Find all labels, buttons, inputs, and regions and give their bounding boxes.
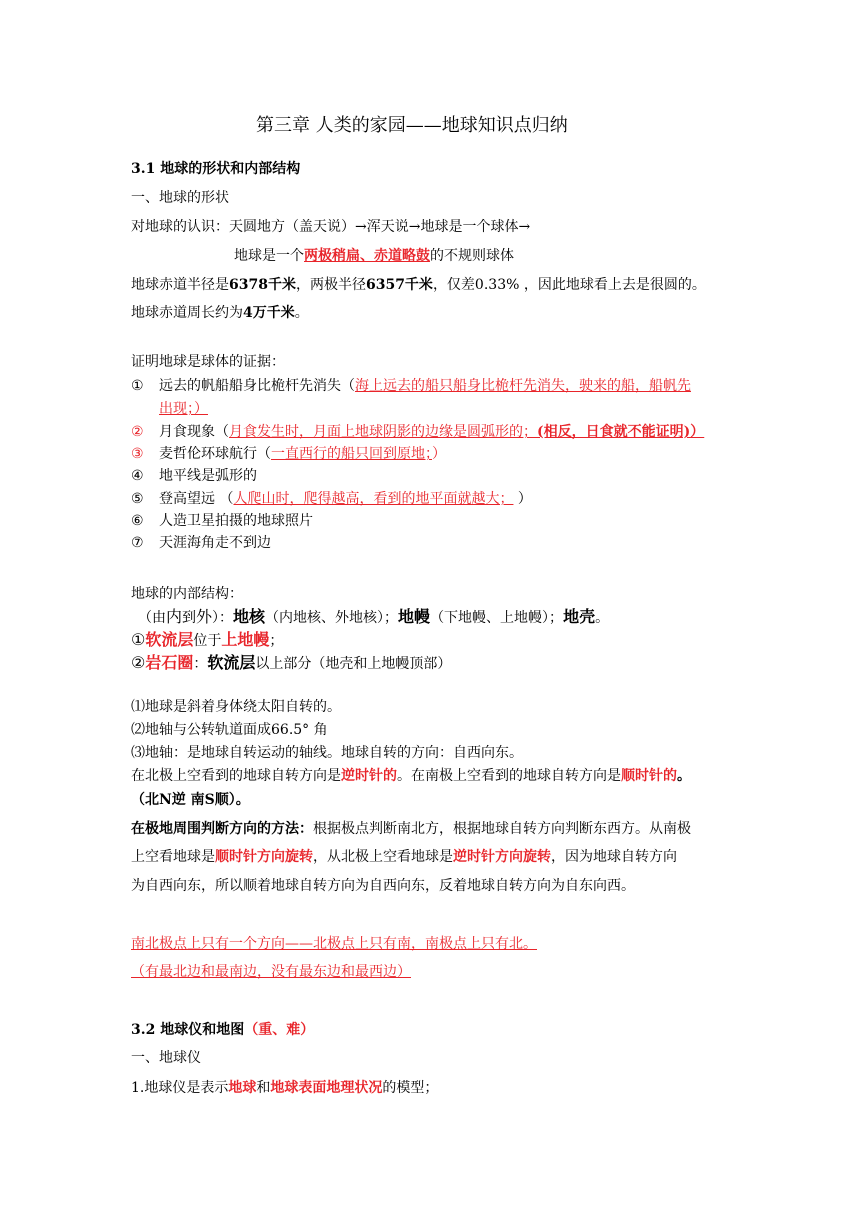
pole-direction-line	[131, 766, 691, 786]
proof-note: 人爬山时，爬得越高，看到的地平面就越大；	[233, 491, 514, 507]
cognition-line: 对地球的认识：天圆地方（盖天说）→浑天说→地球是一个球体→	[131, 219, 531, 235]
radius-text: 地球赤道半径是	[131, 277, 229, 293]
soft-text: 位于	[193, 633, 222, 649]
proof-item-6	[131, 511, 313, 531]
ns-mnemonic: （北N逆 南S顺）。	[131, 792, 250, 808]
equator-radius: 6378千米	[229, 277, 296, 293]
counterclockwise-rotation: 逆时针方向旋转	[453, 849, 551, 865]
globe-text: 和	[256, 1080, 271, 1096]
proof-number: ③	[131, 446, 144, 462]
rock-text: 以上部分（地壳和上地幔顶部）	[255, 656, 452, 672]
inner-structure-line	[138, 607, 609, 628]
proof-text: 天涯海角走不到边	[159, 535, 271, 551]
inner-text: 内	[166, 607, 183, 626]
rotation-point-1: ⑴地球是斜着身体绕太阳自转的。	[131, 699, 341, 715]
proof-note-bold: (相反，日食就不能证明)）	[537, 424, 705, 440]
proof-text: 月食现象（	[159, 424, 229, 440]
upper-mantle-label: 上地幔	[221, 630, 270, 649]
radius-text: ，仅差0.33% ，因此地球看上去是很圆的。	[432, 277, 706, 293]
inner-text: （由	[138, 610, 166, 626]
inner-text: 到	[182, 610, 197, 626]
clockwise: 顺时针的	[621, 768, 677, 784]
inner-text: 外	[196, 607, 213, 626]
core-label: 地核	[233, 607, 266, 626]
shape-text-end: 的不规则球体	[430, 248, 514, 264]
method-text: 根据极点判断南北方，根据地球自转方向判断东西方。从南极	[313, 821, 691, 837]
rotation-point-3: ⑶地轴：是地球自转运动的轴线。地球自转的方向：自西向东。	[131, 745, 523, 761]
method-line-3: 为自西向东，所以顺着地球自转方向为自西向东，反着地球自转方向为自东向西。	[131, 878, 635, 894]
section-title: 3.2 地球仪和地图	[131, 1022, 245, 1038]
proof-item-7	[131, 533, 271, 553]
circumference-text: 。	[294, 305, 309, 321]
section-heading-3-1: 3.1 地球的形状和内部结构	[131, 161, 301, 177]
globe-term-earth: 地球	[228, 1080, 257, 1096]
direction-text: 。	[677, 768, 691, 784]
circumference-value: 4万千米	[243, 305, 295, 321]
inner-text: （内地核、外地核）；	[265, 610, 399, 626]
inner-text: （下地幔、上地幔）；	[430, 610, 564, 626]
direction-text: 。在南极上空看到的地球自转方向是	[397, 768, 621, 784]
rotation-point-2: ⑵地轴与公转轨道面成66.5° 角	[131, 722, 328, 738]
subheading-globe: 一、地球仪	[131, 1050, 201, 1066]
proof-text: 登高望远 （	[159, 491, 234, 507]
proof-item-5	[131, 489, 532, 509]
polar-radius: 6357千米	[365, 277, 433, 293]
globe-definition	[131, 1078, 438, 1098]
pole-note-1: 南北极点上只有一个方向——北极点上只有南，南极点上只有北。	[131, 936, 537, 952]
proof-number: ⑦	[131, 535, 144, 551]
rock-text: ：	[193, 656, 208, 672]
inner-structure-title: 地球的内部结构：	[131, 586, 243, 602]
globe-text: 1.地球仪是表示	[131, 1080, 229, 1096]
proof-item-1	[131, 376, 691, 396]
crust-label: 地壳	[563, 607, 596, 626]
circumference-text: 地球赤道周长约为	[131, 305, 243, 321]
proof-number: ④	[131, 468, 144, 484]
method-label: 在极地周围判断方向的方法：	[131, 821, 313, 837]
proof-item-3	[131, 444, 446, 464]
counterclockwise: 逆时针的	[341, 768, 397, 784]
lithosphere-label: 岩石圈	[145, 653, 194, 672]
clockwise-rotation: 顺时针方向旋转	[215, 849, 313, 865]
proof-item-2	[131, 422, 704, 442]
proof-text: 地平线是弧形的	[159, 468, 257, 484]
inner-text: ）：	[212, 610, 234, 626]
globe-text: 的模型；	[382, 1080, 439, 1096]
soft-text: ；	[269, 633, 284, 649]
proof-item-1-cont	[159, 399, 208, 419]
proof-item-4	[131, 466, 257, 486]
soft-number: ①	[131, 630, 146, 649]
method-line-1	[131, 819, 691, 839]
method-text: ，从北极上空看地球是	[313, 849, 453, 865]
globe-term-surface: 地球表面地理状况	[270, 1080, 383, 1096]
proof-number: ①	[131, 378, 144, 394]
asthenosphere-label: 软流层	[145, 630, 194, 649]
proof-title: 证明地球是球体的证据：	[131, 354, 285, 370]
shape-text: 地球是一个	[234, 248, 304, 264]
shape-line	[234, 246, 514, 266]
method-text: ，因为地球自转方向	[551, 849, 677, 865]
proof-text: ）	[432, 446, 446, 462]
proof-note: 出现；）	[159, 401, 208, 417]
proof-text: 麦哲伦环球航行（	[159, 446, 271, 462]
subheading-earth-shape: 一、地球的形状	[131, 190, 229, 206]
page-title: 第三章 人类的家园——地球知识点归纳	[256, 115, 568, 136]
proof-note: 一直西行的船只回到原地；	[271, 446, 432, 462]
proof-text: 远去的帆船船身比桅杆先消失（	[159, 378, 355, 394]
mantle-label: 地幔	[398, 607, 431, 626]
section-heading-3-2	[131, 1020, 314, 1040]
radius-text: ，两极半径	[295, 277, 366, 293]
proof-text: ）	[513, 491, 532, 507]
lithosphere-line	[131, 653, 451, 674]
asthenosphere-ref: 软流层	[207, 653, 256, 672]
method-line-2	[131, 847, 677, 867]
proof-note: 海上远去的船只船身比桅杆先消失，驶来的船，船帆先	[355, 378, 691, 394]
proof-text: 人造卫星拍摄的地球照片	[159, 513, 313, 529]
proof-note: 月食发生时，月面上地球阴影的边缘是圆弧形的；	[229, 424, 537, 440]
section-emphasis: （重、难）	[244, 1022, 315, 1038]
proof-number: ⑥	[131, 513, 144, 529]
inner-text: 。	[595, 610, 610, 626]
shape-highlight: 两极稍扁、赤道略鼓	[304, 248, 430, 264]
radius-line	[131, 275, 706, 295]
asthenosphere-line	[131, 630, 283, 651]
proof-number: ②	[131, 424, 144, 440]
circumference-line	[131, 303, 309, 323]
direction-text: 在北极上空看到的地球自转方向是	[131, 768, 341, 784]
pole-note-2: （有最北边和最南边，没有最东边和最西边）	[131, 964, 411, 980]
method-text: 上空看地球是	[131, 849, 215, 865]
proof-number: ⑤	[131, 491, 144, 507]
rock-number: ②	[131, 653, 146, 672]
